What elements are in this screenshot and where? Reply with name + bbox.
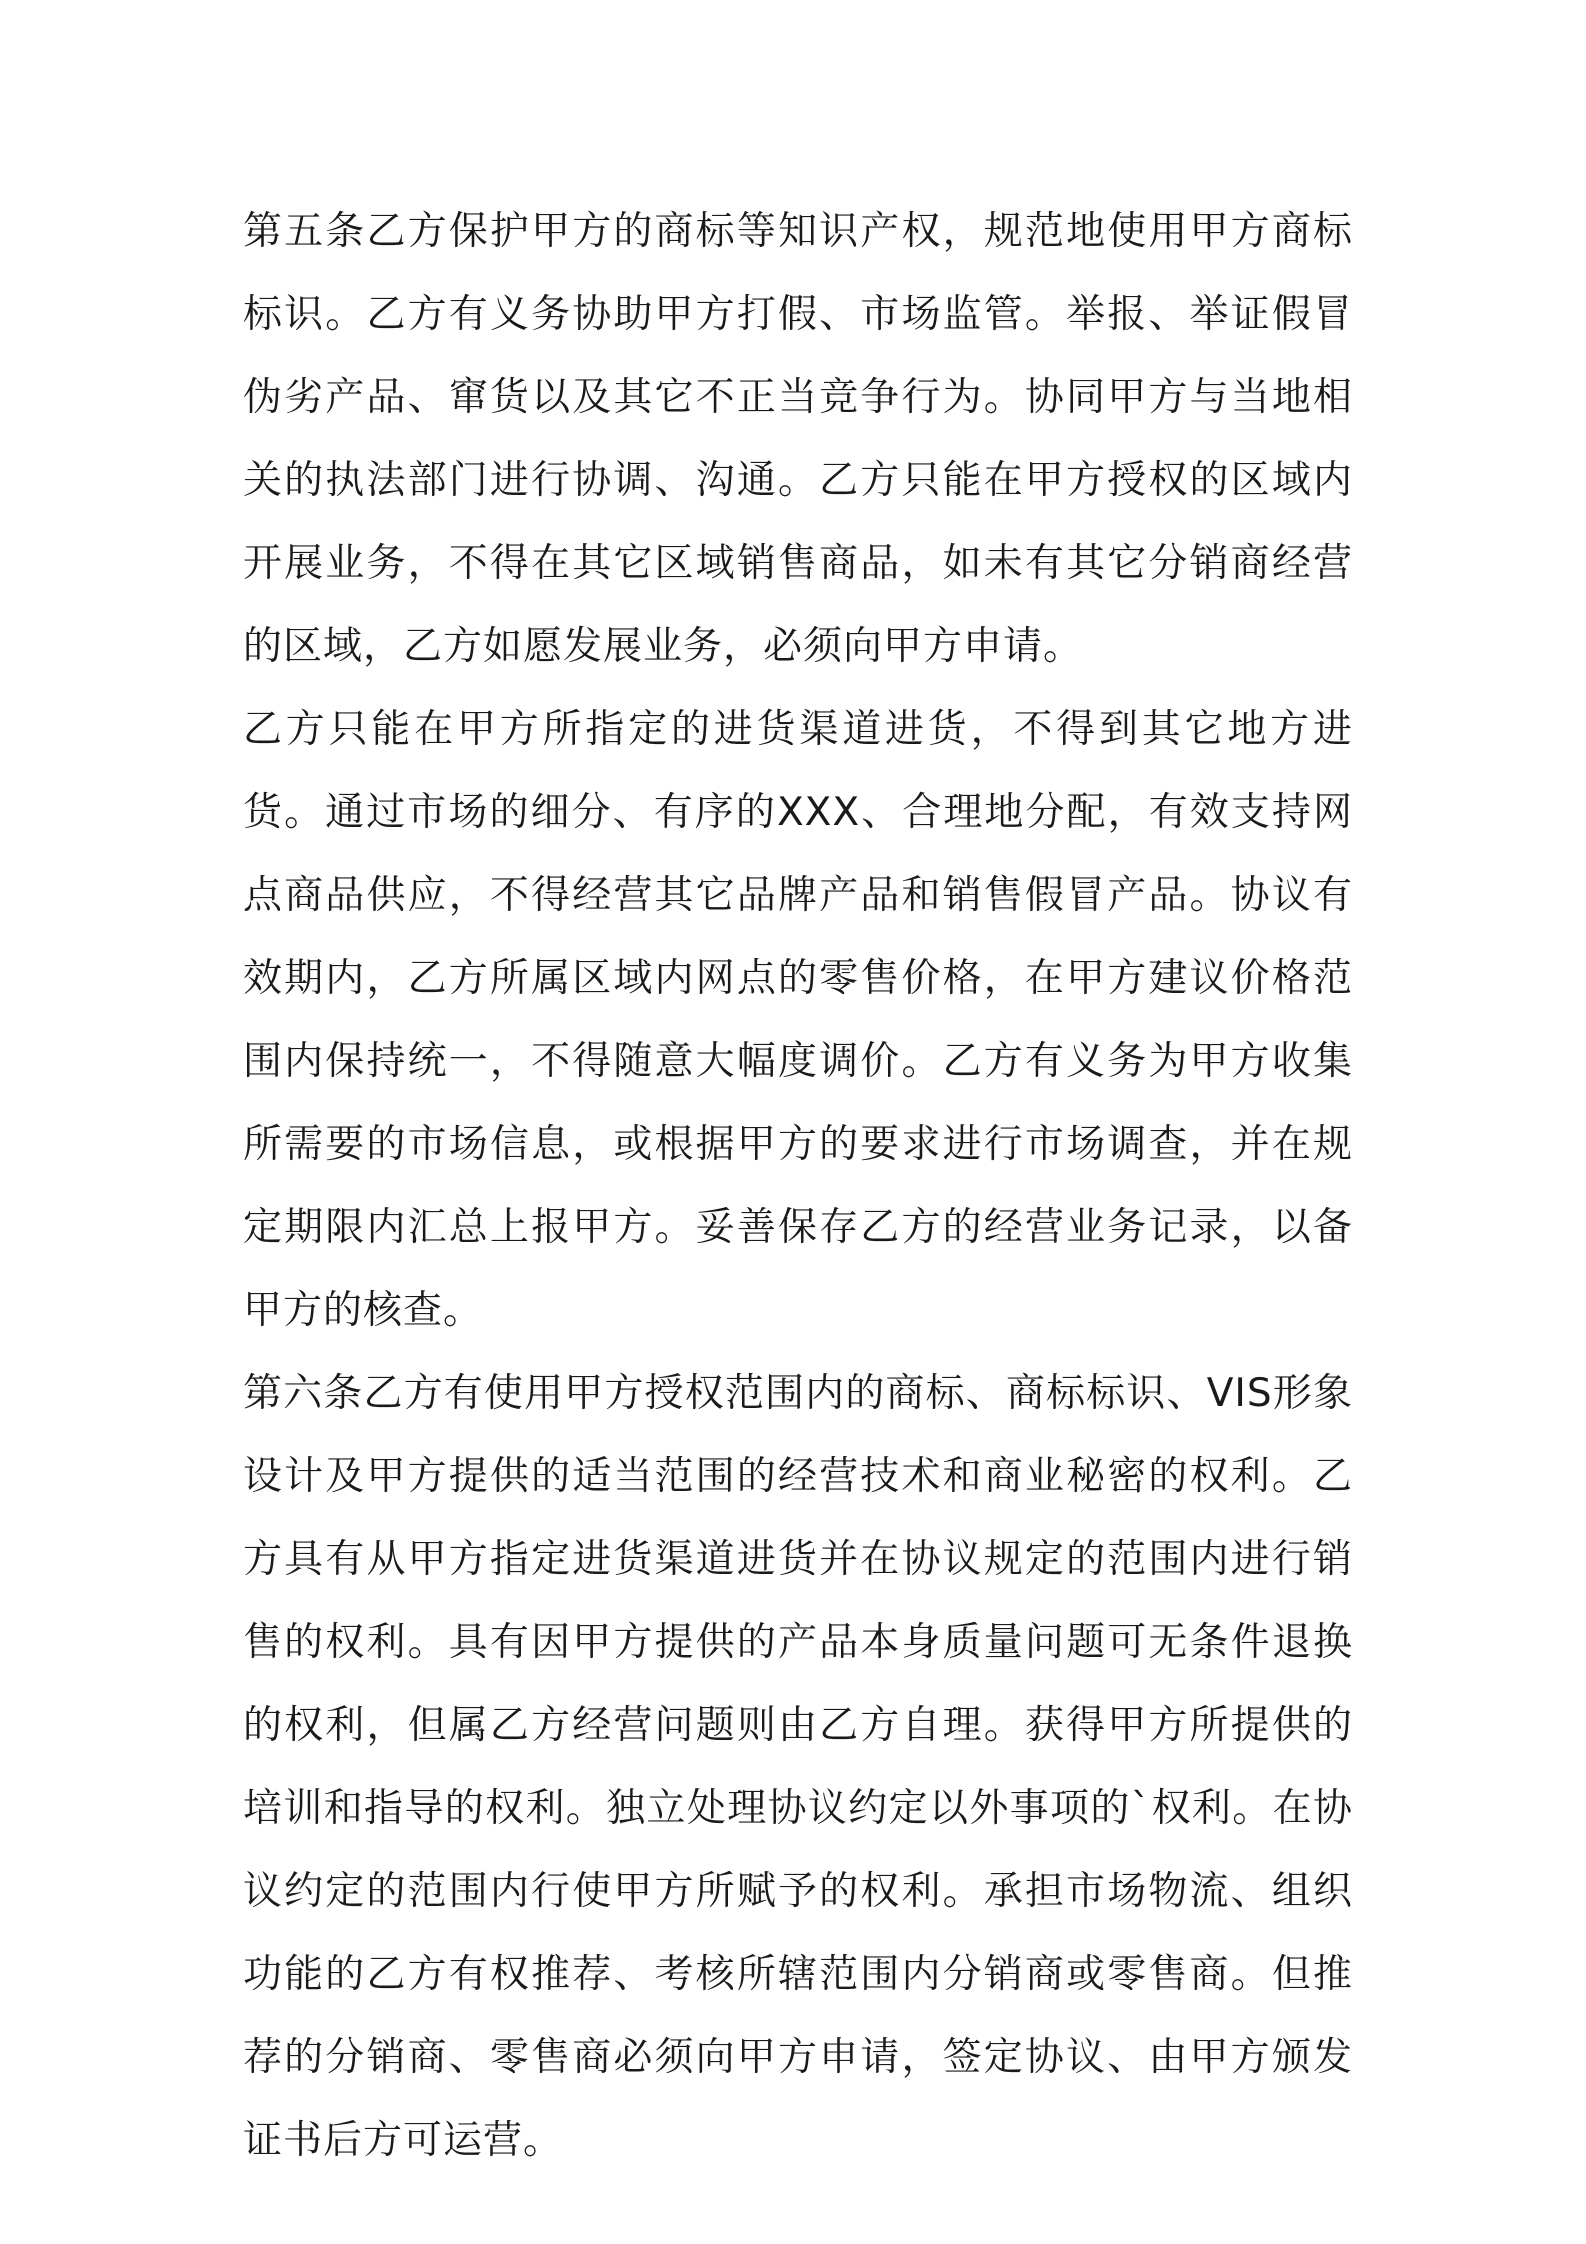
paragraph-article-6: 第六条乙方有使用甲方授权范围内的商标、商标标识、VIS形象设计及甲方提供的适当范围的经营技术和商业秘密的权利。乙方具有从甲方指定进货渠道进货并在协议规定的范围内进行销售的权利。具有因甲方提供的产品本身质量问题可无条件退换的权利，但属乙方经营问题则由乙方自理。获得甲方所提供的培训和指导的权利。独立处理协议约定以外事项的`权利。在协议约定的范围内行使甲方所赋予的权利。承担市场物流、组织功能的乙方有权推荐、考核所辖范围内分销商或零售商。但推荐的分销商、零售商必须向甲方申请，签定协议、由甲方颁发证书后方可运营。 (243, 1371, 1353, 2163)
document-body (243, 190, 1353, 2182)
paragraph-purchase-channels: 乙方只能在甲方所指定的进货渠道进货，不得到其它地方进货。通过市场的细分、有序的XXX、合理地分配，有效支持网点商品供应，不得经营其它品牌产品和销售假冒产品。协议有效期内，乙方所属区域内网点的零售价格，在甲方建议价格范围内保持统一，不得随意大幅度调价。乙方有义务为甲方收集所需要的市场信息，或根据甲方的要求进行市场调查，并在规定期限内汇总上报甲方。妥善保存乙方的经营业务记录，以备甲方的核查。 (243, 707, 1353, 1333)
paragraph-article-5: 第五条乙方保护甲方的商标等知识产权，规范地使用甲方商标标识。乙方有义务协助甲方打假、市场监管。举报、举证假冒伪劣产品、窜货以及其它不正当竞争行为。协同甲方与当地相关的执法部门进行协调、沟通。乙方只能在甲方授权的区域内开展业务，不得在其它区域销售商品，如未有其它分销商经营的区域，乙方如愿发展业务，必须向甲方申请。 (243, 209, 1353, 669)
